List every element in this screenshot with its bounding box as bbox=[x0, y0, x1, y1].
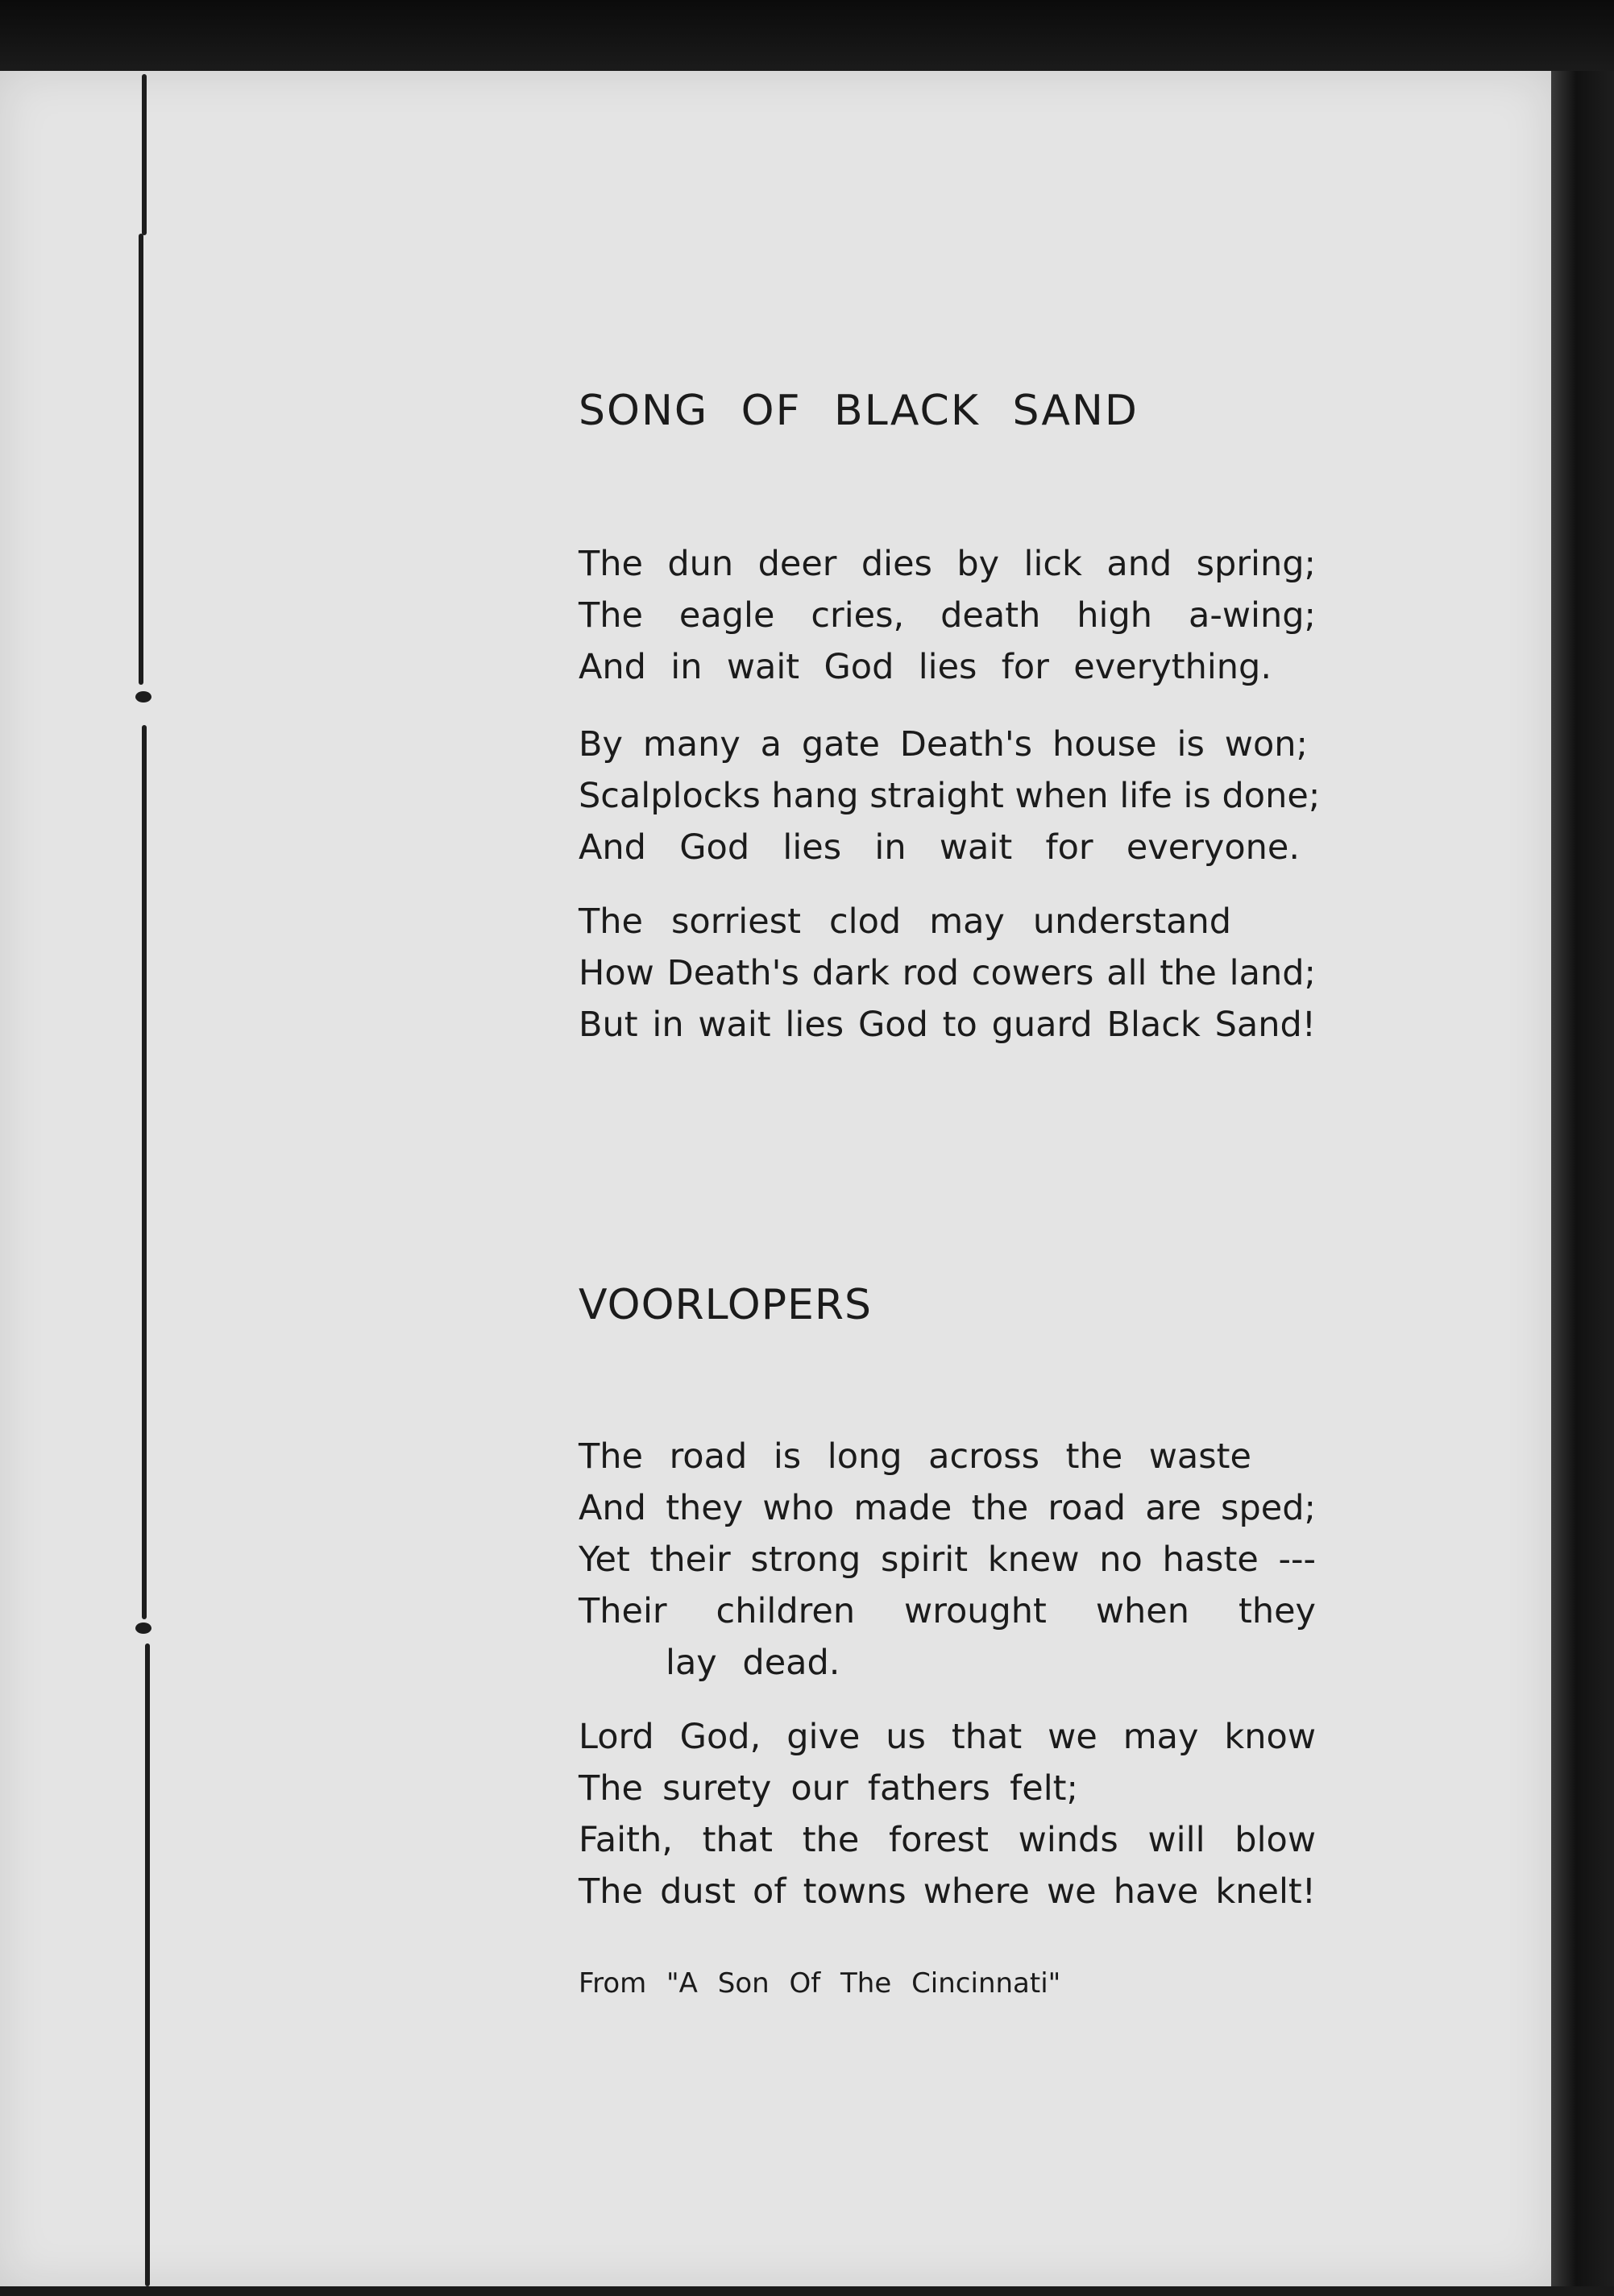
poem-line: By many a gate Death's house is won; bbox=[579, 724, 1308, 765]
poem-line: How Death's dark rod cowers all the land; bbox=[579, 953, 1316, 993]
poem-line: And in wait God lies for everything. bbox=[579, 647, 1272, 687]
poem-line: Yet their strong spirit knew no haste --- bbox=[579, 1540, 1316, 1580]
bottom-page-edge bbox=[0, 2286, 1614, 2296]
poem-line: And they who made the road are sped; bbox=[579, 1488, 1316, 1528]
poem-line: Their children wrought when they bbox=[579, 1591, 1316, 1631]
stanza-3 bbox=[579, 896, 1316, 1051]
poem-line: But in wait lies God to guard Black Sand! bbox=[579, 1005, 1316, 1045]
binding-mark-upper bbox=[135, 691, 151, 702]
binding-mark-lower bbox=[135, 1623, 151, 1634]
binding-line-middle bbox=[142, 725, 147, 1619]
stanza-1 bbox=[579, 538, 1316, 693]
binding-line-upper bbox=[139, 234, 143, 685]
poem-voorlopers bbox=[579, 1281, 1316, 1329]
stanza-2 bbox=[579, 719, 1321, 873]
attribution-block bbox=[579, 1967, 1207, 2000]
binding-line-top bbox=[142, 74, 147, 235]
top-scan-shadow bbox=[0, 0, 1614, 77]
poem-line: The dun deer dies by lick and spring; bbox=[579, 544, 1316, 584]
poem-line: The road is long across the waste bbox=[579, 1436, 1251, 1477]
binding-line-bottom bbox=[145, 1643, 150, 2286]
poem-song-of-black-sand bbox=[579, 387, 1316, 435]
poem-line: The dust of towns where we have knelt! bbox=[579, 1871, 1316, 1912]
poem-line: Scalplocks hang straight when life is done; bbox=[579, 776, 1321, 816]
poem-line-continuation: lay dead. bbox=[666, 1643, 840, 1683]
stanza-4 bbox=[579, 1431, 1316, 1689]
poem-attribution: From "A Son Of The Cincinnati" bbox=[579, 1967, 1061, 2000]
poem-title: VOORLOPERS bbox=[579, 1281, 873, 1329]
poem-line: Lord God, give us that we may know bbox=[579, 1717, 1316, 1757]
stanza-5 bbox=[579, 1711, 1316, 1917]
poem-line: Faith, that the forest winds will blow bbox=[579, 1820, 1316, 1860]
right-page-edge bbox=[1551, 71, 1614, 2296]
poem-line: The sorriest clod may understand bbox=[579, 901, 1231, 942]
poem-line: And God lies in wait for everyone. bbox=[579, 827, 1300, 868]
poem-title: SONG OF BLACK SAND bbox=[579, 387, 1139, 435]
poem-line: The eagle cries, death high a-wing; bbox=[579, 595, 1316, 636]
poem-line: The surety our fathers felt; bbox=[579, 1768, 1078, 1809]
